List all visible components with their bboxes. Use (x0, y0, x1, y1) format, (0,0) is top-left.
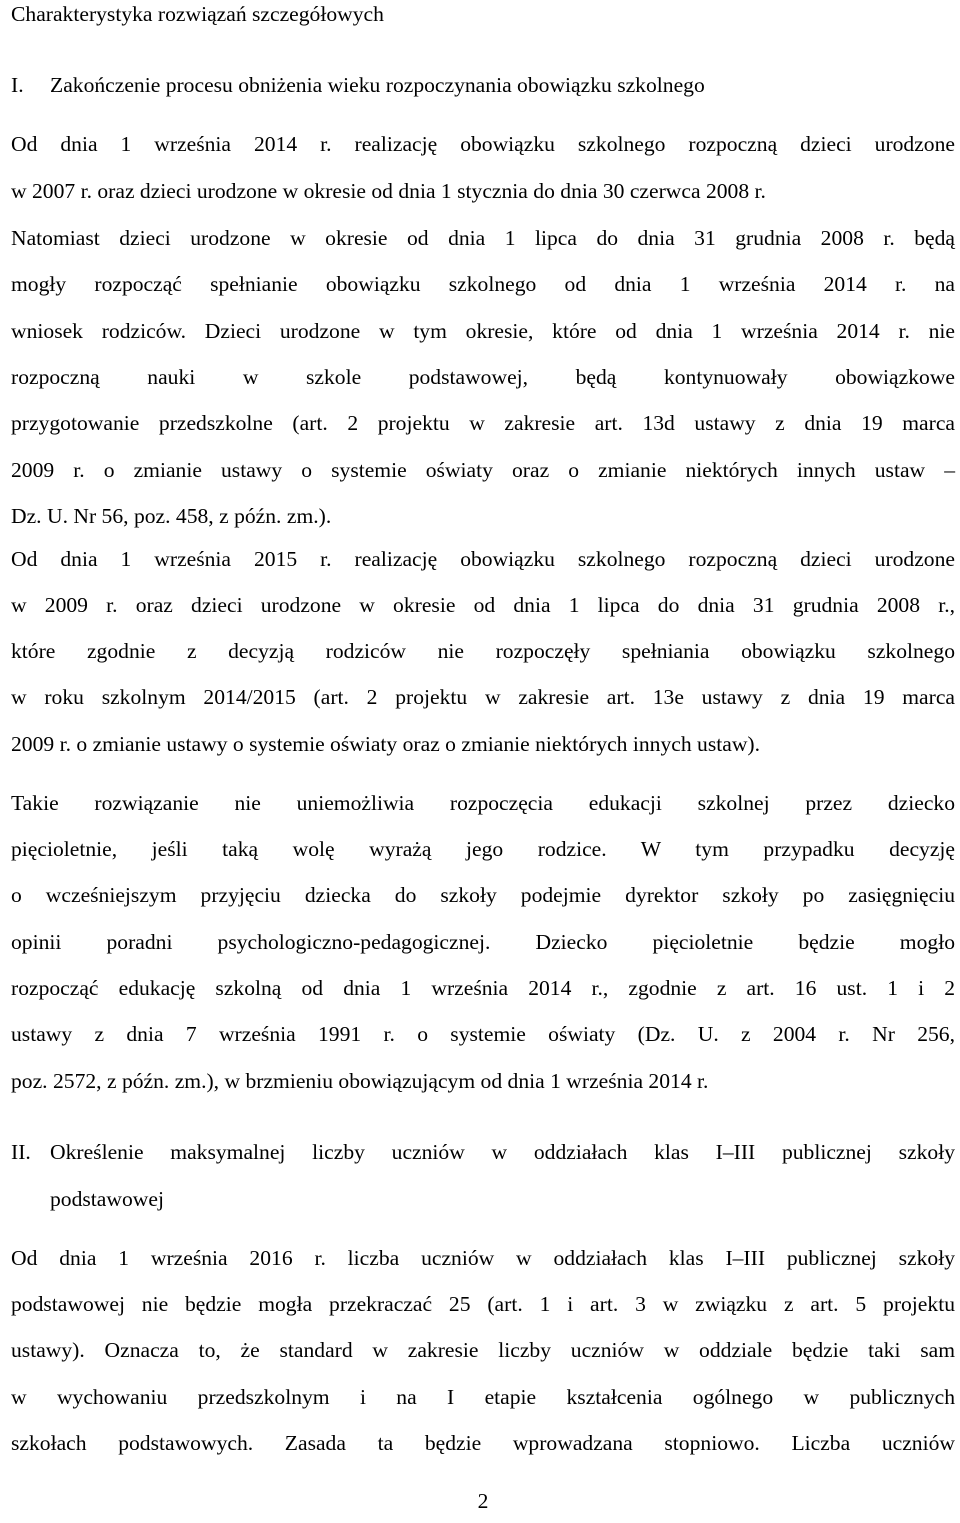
para-4-line-5: szkołach podstawowych. Zasada ta będzie wprowadzana stopniowo. Liczba uczniów (11, 1431, 955, 1455)
para-2-line-5: 2009 r. o zmianie ustawy o systemie oświaty oraz o zmianie niektórych innych ustaw). (11, 732, 761, 756)
para-2-line-4: w roku szkolnym 2014/2015 (art. 2 projektu w zakresie art. 13e ustawy z dnia 19 marca (11, 685, 955, 709)
section-1-number: I. (11, 73, 24, 97)
document-title: Charakterystyka rozwiązań szczegółowych (11, 2, 384, 26)
para-2-line-2: w 2009 r. oraz dzieci urodzone w okresie od dnia 1 lipca do dnia 31 grudnia 2008 r., (11, 593, 955, 617)
para-1-line-9: Dz. U. Nr 56, poz. 458, z późn. zm.). (11, 504, 332, 528)
para-3-line-6: ustawy z dnia 7 września 1991 r. o systemie oświaty (Dz. U. z 2004 r. Nr 256, (11, 1022, 955, 1046)
para-3-line-4: opinii poradni psychologiczno-pedagogicznej. Dziecko pięcioletnie będzie mogło (11, 930, 955, 954)
para-3-line-5: rozpocząć edukację szkolną od dnia 1 września 2014 r., zgodnie z art. 16 ust. 1 i 2 (11, 976, 955, 1000)
para-4-line-4: w wychowaniu przedszkolnym i na I etapie kształcenia ogólnego w publicznych (11, 1385, 955, 1409)
para-1-line-4: mogły rozpocząć spełnianie obowiązku szkolnego od dnia 1 września 2014 r. na (11, 272, 955, 296)
para-4-line-1: Od dnia 1 września 2016 r. liczba uczniów w oddziałach klas I–III publicznej szkoły (11, 1246, 955, 1270)
para-1-line-3: Natomiast dzieci urodzone w okresie od dnia 1 lipca do dnia 31 grudnia 2008 r. będą (11, 226, 955, 250)
para-1-line-7: przygotowanie przedszkolne (art. 2 projektu w zakresie art. 13d ustawy z dnia 19 marca (11, 411, 955, 435)
para-4-line-3: ustawy). Oznacza to, że standard w zakresie liczby uczniów w oddziale będzie taki sam (11, 1338, 955, 1362)
para-1-line-1: Od dnia 1 września 2014 r. realizację obowiązku szkolnego rozpoczną dzieci urodzone (11, 132, 955, 156)
section-1-title: Zakończenie procesu obniżenia wieku rozpoczynania obowiązku szkolnego (50, 73, 705, 97)
para-1-line-6: rozpoczną nauki w szkole podstawowej, będą kontynuowały obowiązkowe (11, 365, 955, 389)
para-1-line-8: 2009 r. o zmianie ustawy o systemie oświaty oraz o zmianie niektórych innych ustaw – (11, 458, 955, 482)
para-3-line-7: poz. 2572, z późn. zm.), w brzmieniu obowiązującym od dnia 1 września 2014 r. (11, 1069, 709, 1093)
section-2-title-line-2: podstawowej (50, 1187, 164, 1211)
para-3-line-3: o wcześniejszym przyjęciu dziecka do szkoły podejmie dyrektor szkoły po zasięgnięciu (11, 883, 955, 907)
para-1-line-2: w 2007 r. oraz dzieci urodzone w okresie od dnia 1 stycznia do dnia 30 czerwca 2008 r. (11, 179, 766, 203)
para-1-line-5: wniosek rodziców. Dzieci urodzone w tym okresie, które od dnia 1 września 2014 r. nie (11, 319, 955, 343)
section-2-title-line-1: Określenie maksymalnej liczby uczniów w oddziałach klas I–III publicznej szkoły (50, 1140, 955, 1164)
para-2-line-1: Od dnia 1 września 2015 r. realizację obowiązku szkolnego rozpoczną dzieci urodzone (11, 547, 955, 571)
section-2-number: II. (11, 1140, 31, 1164)
para-2-line-3: które zgodnie z decyzją rodziców nie rozpoczęły spełniania obowiązku szkolnego (11, 639, 955, 663)
page-number: 2 (477, 1489, 489, 1513)
para-4-line-2: podstawowej nie będzie mogła przekraczać 25 (art. 1 i art. 3 w związku z art. 5 projektu (11, 1292, 955, 1316)
para-3-line-1: Takie rozwiązanie nie uniemożliwia rozpoczęcia edukacji szkolnej przez dziecko (11, 791, 955, 815)
para-3-line-2: pięcioletnie, jeśli taką wolę wyrażą jego rodzice. W tym przypadku decyzję (11, 837, 955, 861)
